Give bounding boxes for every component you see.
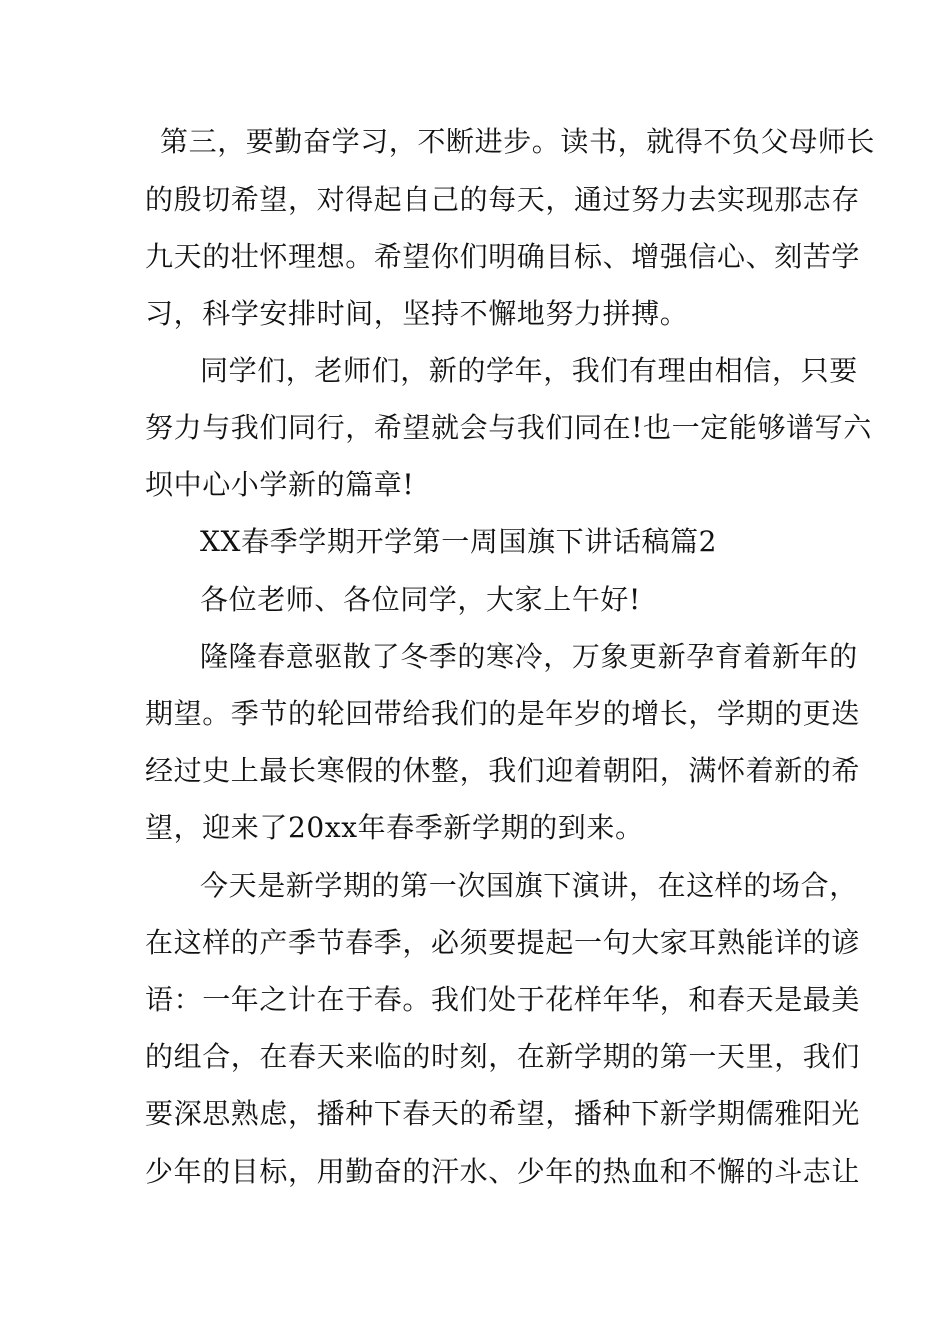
paragraph-line: 九天的壮怀理想。希望你们明确目标、增强信心、刻苦学 [145, 240, 861, 273]
section-heading: XX春季学期开学第一周国旗下讲话稿篇2 [200, 525, 718, 558]
paragraph-line: 经过史上最长寒假的休整，我们迎着朝阳，满怀着新的希 [145, 754, 861, 787]
paragraph-line: 努力与我们同行，希望就会与我们同在!也一定能够谱写六 [145, 411, 872, 444]
paragraph-line: 语：一年之计在于春。我们处于花样年华，和春天是最美 [145, 983, 861, 1016]
paragraph-line: 隆隆春意驱散了冬季的寒冷，万象更新孕育着新年的 [200, 640, 858, 673]
paragraph-line: 同学们，老师们，新的学年，我们有理由相信，只要 [200, 354, 858, 387]
paragraph-line: 少年的目标，用勤奋的汗水、少年的热血和不懈的斗志让 [145, 1155, 861, 1188]
paragraph-line: 今天是新学期的第一次国旗下演讲，在这样的场合， [200, 869, 858, 902]
paragraph-line: 期望。季节的轮回带给我们的是年岁的增长，学期的更迭 [145, 697, 861, 730]
paragraph-line: 的殷切希望，对得起自己的每天，通过努力去实现那志存 [145, 183, 861, 216]
paragraph-line: 坝中心小学新的篇章! [145, 468, 415, 501]
paragraph-line: 习，科学安排时间，坚持不懈地努力拼搏。 [145, 297, 689, 330]
paragraph-line: 要深思熟虑，播种下春天的希望，播种下新学期儒雅阳光 [145, 1097, 861, 1130]
paragraph-line: 望，迎来了20xx年春季新学期的到来。 [145, 811, 644, 844]
paragraph-line: 第三，要勤奋学习，不断进步。读书，就得不负父母师长 [160, 125, 876, 158]
paragraph-line: 的组合，在春天来临的时刻，在新学期的第一天里，我们 [145, 1040, 861, 1073]
paragraph-line: 在这样的产季节春季，必须要提起一句大家耳熟能详的谚 [145, 926, 861, 959]
greeting-line: 各位老师、各位同学，大家上午好! [200, 583, 641, 616]
